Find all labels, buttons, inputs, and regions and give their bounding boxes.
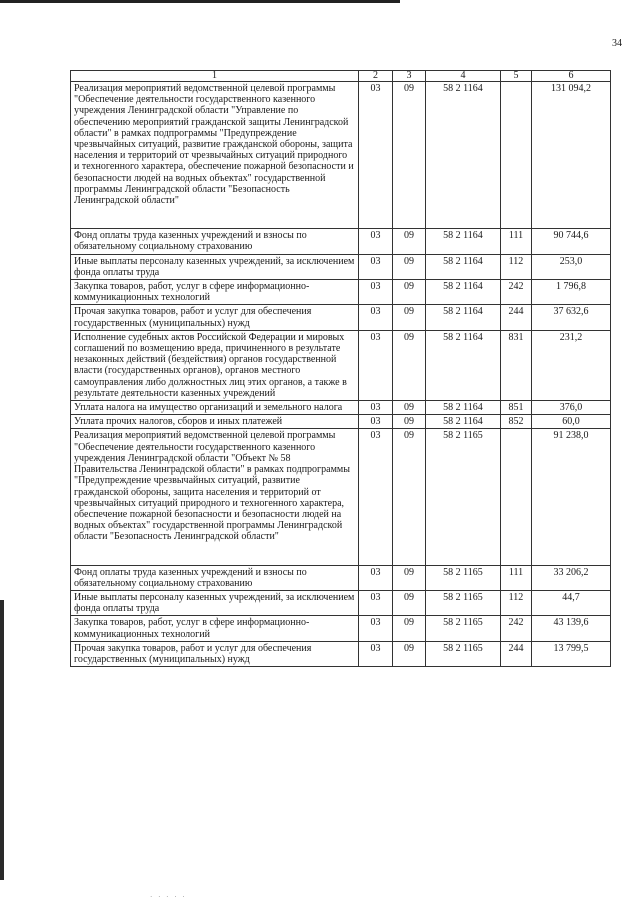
row-subsection-code: 09 xyxy=(393,229,426,254)
row-description: Иные выплаты персоналу казенных учреждений, за исключением фонда оплаты труда xyxy=(71,590,359,615)
row-target-code: 58 2 1165 xyxy=(426,590,501,615)
scan-noise: · · · · · xyxy=(150,893,187,901)
row-expense-type-code: 242 xyxy=(501,616,532,641)
row-description: Прочая закупка товаров, работ и услуг для обеспечения государственных (муниципальных) нужд xyxy=(71,305,359,330)
row-description: Закупка товаров, работ, услуг в сфере информационно-коммуникационных технологий xyxy=(71,280,359,305)
row-target-code: 58 2 1164 xyxy=(426,82,501,229)
row-amount: 13 799,5 xyxy=(532,641,611,666)
row-amount: 231,2 xyxy=(532,330,611,400)
row-description: Закупка товаров, работ, услуг в сфере информационно-коммуникационных технологий xyxy=(71,616,359,641)
table-row xyxy=(71,229,611,254)
row-subsection-code: 09 xyxy=(393,82,426,229)
row-subsection-code: 09 xyxy=(393,565,426,590)
row-expense-type-code: 111 xyxy=(501,229,532,254)
row-subsection-code: 09 xyxy=(393,401,426,415)
row-expense-type-code: 244 xyxy=(501,641,532,666)
row-expense-type-code: 111 xyxy=(501,565,532,590)
row-expense-type-code: 242 xyxy=(501,280,532,305)
row-amount: 253,0 xyxy=(532,254,611,279)
table-row xyxy=(71,280,611,305)
row-description: Фонд оплаты труда казенных учреждений и взносы по обязательному социальному страхованию xyxy=(71,229,359,254)
header-cell: 1 xyxy=(71,71,359,82)
row-description: Реализация мероприятий ведомственной целевой программы "Обеспечение деятельности государственного казенного учреждения Ленинградской области "Объект № 58 Правительства Ленинградской области" в рамках подпрограммы "Предупреждение чрезвычайных ситуаций, развитие гражданской обороны, защита населения и территорий от чрезвычайных ситуаций природного и техногенного характера, обеспечение пожарной безопасности и безопасности людей на водных объектах" государственной программы Ленинградской области "Безопасность Ленинградской области" xyxy=(71,429,359,565)
row-expense-type-code: 244 xyxy=(501,305,532,330)
row-subsection-code: 09 xyxy=(393,330,426,400)
row-target-code: 58 2 1164 xyxy=(426,229,501,254)
row-target-code: 58 2 1164 xyxy=(426,254,501,279)
row-subsection-code: 09 xyxy=(393,415,426,429)
row-expense-type-code xyxy=(501,82,532,229)
row-expense-type-code: 112 xyxy=(501,590,532,615)
row-subsection-code: 09 xyxy=(393,616,426,641)
table-row xyxy=(71,82,611,229)
row-description: Иные выплаты персоналу казенных учреждений, за исключением фонда оплаты труда xyxy=(71,254,359,279)
row-target-code: 58 2 1164 xyxy=(426,401,501,415)
row-amount: 376,0 xyxy=(532,401,611,415)
row-amount: 60,0 xyxy=(532,415,611,429)
row-section-code: 03 xyxy=(359,590,393,615)
header-cell: 4 xyxy=(426,71,501,82)
row-amount: 37 632,6 xyxy=(532,305,611,330)
row-target-code: 58 2 1165 xyxy=(426,641,501,666)
header-cell: 5 xyxy=(501,71,532,82)
row-target-code: 58 2 1164 xyxy=(426,280,501,305)
row-section-code: 03 xyxy=(359,330,393,400)
budget-table xyxy=(70,70,611,667)
row-description: Уплата налога на имущество организаций и земельного налога xyxy=(71,401,359,415)
row-expense-type-code: 831 xyxy=(501,330,532,400)
table-row xyxy=(71,565,611,590)
row-section-code: 03 xyxy=(359,229,393,254)
row-subsection-code: 09 xyxy=(393,305,426,330)
row-expense-type-code xyxy=(501,429,532,565)
table-row xyxy=(71,616,611,641)
row-amount: 33 206,2 xyxy=(532,565,611,590)
header-cell: 2 xyxy=(359,71,393,82)
row-description: Фонд оплаты труда казенных учреждений и взносы по обязательному социальному страхованию xyxy=(71,565,359,590)
row-subsection-code: 09 xyxy=(393,280,426,305)
row-target-code: 58 2 1164 xyxy=(426,330,501,400)
row-amount: 90 744,6 xyxy=(532,229,611,254)
row-section-code: 03 xyxy=(359,429,393,565)
row-target-code: 58 2 1164 xyxy=(426,415,501,429)
row-section-code: 03 xyxy=(359,82,393,229)
row-description: Реализация мероприятий ведомственной целевой программы "Обеспечение деятельности государственного казенного учреждения Ленинградской области "Управление по обеспечению мероприятий гражданской защиты Ленинградской области" в рамках подпрограммы "Предупреждение чрезвычайных ситуаций, развитие гражданской обороны, защита населения и территорий от чрезвычайных ситуаций природного и техногенного характера, обеспечение пожарной безопасности и безопасности людей на водных объектах" государственной программы Ленинградской области "Безопасность Ленинградской области" xyxy=(71,82,359,229)
row-amount: 91 238,0 xyxy=(532,429,611,565)
row-section-code: 03 xyxy=(359,415,393,429)
table-row xyxy=(71,415,611,429)
table-row xyxy=(71,305,611,330)
row-section-code: 03 xyxy=(359,616,393,641)
row-section-code: 03 xyxy=(359,305,393,330)
scan-top-edge xyxy=(0,0,640,10)
row-subsection-code: 09 xyxy=(393,429,426,565)
row-target-code: 58 2 1165 xyxy=(426,616,501,641)
row-section-code: 03 xyxy=(359,401,393,415)
row-subsection-code: 09 xyxy=(393,590,426,615)
row-expense-type-code: 112 xyxy=(501,254,532,279)
row-expense-type-code: 851 xyxy=(501,401,532,415)
row-expense-type-code: 852 xyxy=(501,415,532,429)
row-amount: 1 796,8 xyxy=(532,280,611,305)
table-row xyxy=(71,401,611,415)
table-row xyxy=(71,254,611,279)
table-header-row xyxy=(71,71,611,82)
row-section-code: 03 xyxy=(359,280,393,305)
row-amount: 43 139,6 xyxy=(532,616,611,641)
row-target-code: 58 2 1165 xyxy=(426,429,501,565)
table-row xyxy=(71,330,611,400)
table-row xyxy=(71,590,611,615)
row-description: Уплата прочих налогов, сборов и иных платежей xyxy=(71,415,359,429)
row-subsection-code: 09 xyxy=(393,641,426,666)
table-row xyxy=(71,429,611,565)
header-cell: 3 xyxy=(393,71,426,82)
table-row xyxy=(71,641,611,666)
row-target-code: 58 2 1164 xyxy=(426,305,501,330)
row-amount: 44,7 xyxy=(532,590,611,615)
row-section-code: 03 xyxy=(359,565,393,590)
row-target-code: 58 2 1165 xyxy=(426,565,501,590)
row-section-code: 03 xyxy=(359,641,393,666)
row-subsection-code: 09 xyxy=(393,254,426,279)
header-cell: 6 xyxy=(532,71,611,82)
row-amount: 131 094,2 xyxy=(532,82,611,229)
scan-artifact-bar xyxy=(0,0,400,3)
row-description: Исполнение судебных актов Российской Федерации и мировых соглашений по возмещению вреда, причиненного в результате незаконных действий (бездействия) органов государственной власти (государственных органов), органов местного самоуправления либо должностных лиц этих органов, а также в результате деятельности казенных учреждений xyxy=(71,330,359,400)
row-section-code: 03 xyxy=(359,254,393,279)
scan-left-edge xyxy=(0,600,4,880)
page-number: 34 xyxy=(612,38,622,49)
row-description: Прочая закупка товаров, работ и услуг для обеспечения государственных (муниципальных) нужд xyxy=(71,641,359,666)
